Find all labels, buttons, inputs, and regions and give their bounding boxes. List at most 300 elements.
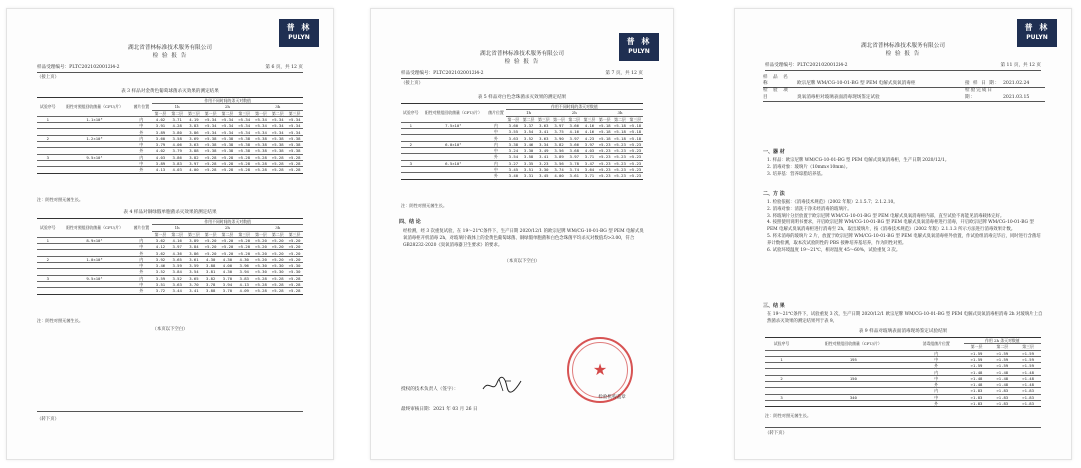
value-cell: 3.41	[186, 288, 203, 294]
value-cell: 3.74	[567, 166, 582, 172]
value-cell: 3.59	[186, 263, 203, 269]
col-positive: 阳性对照组回收菌量（CFU/片）	[58, 98, 130, 117]
value-cell: 3.92	[152, 256, 169, 262]
value-cell: >5.23	[598, 141, 611, 147]
value-cell: 3.78	[567, 160, 582, 166]
col-time: 1h	[152, 104, 202, 110]
value-cell: >1.59	[964, 356, 990, 362]
col-run: 第三层	[186, 110, 203, 116]
value-cell: >1.48	[989, 369, 1015, 375]
section-results-title: 三、结 果	[763, 303, 785, 309]
location-cell: 中	[486, 166, 506, 172]
value-cell: 3.40	[506, 173, 521, 179]
col-run: 第一层	[553, 116, 565, 122]
location-cell: 中	[131, 263, 152, 269]
value-cell: >1.48	[1015, 382, 1041, 388]
value-cell: 3.54	[521, 129, 536, 135]
value-cell: >1.48	[964, 375, 990, 381]
group-cell: 2	[401, 141, 421, 147]
value-cell: >5.23	[598, 154, 611, 160]
value-cell: 3.78	[202, 281, 219, 287]
value-cell: 3.61	[186, 256, 203, 262]
value-cell: 3.23	[536, 160, 551, 166]
value-cell: >5.38	[202, 135, 219, 141]
value-cell: >5.20	[236, 244, 253, 250]
col-location: 菌片位置	[131, 98, 152, 117]
value-cell: >5.28	[286, 167, 303, 173]
value-cell: >5.28	[219, 160, 236, 166]
value-cell: 3.63	[506, 135, 521, 141]
table-row	[37, 288, 303, 294]
value-cell: >5.28	[253, 288, 270, 294]
pulyn-logo: 普 林 PULYN	[279, 19, 319, 47]
value-cell: >5.28	[253, 160, 270, 166]
col-location: 消毒组菌片位置	[909, 338, 964, 351]
group-cell: 3	[37, 275, 58, 281]
col-run: 第一层	[253, 231, 270, 237]
value-cell: >5.20	[236, 237, 253, 243]
location-cell: 外	[486, 154, 506, 160]
finish-date: 2021.03.15	[1003, 94, 1030, 100]
col-run: 第一层	[202, 231, 219, 237]
value-cell: 3.70	[219, 288, 236, 294]
location-cell: 中	[486, 148, 506, 154]
value-cell: 4.30	[202, 256, 219, 262]
value-cell: 3.79	[169, 148, 186, 154]
value-cell: >5.38	[236, 142, 253, 148]
value-cell: >5.34	[253, 129, 270, 135]
value-cell: 3.66	[567, 122, 582, 128]
positive-cell: 150	[798, 375, 909, 381]
group-cell	[401, 173, 421, 179]
value-cell: 3.88	[202, 263, 219, 269]
value-cell: 4.16	[169, 237, 186, 243]
value-cell: >1.83	[989, 400, 1015, 406]
value-cell: >5.34	[219, 123, 236, 129]
table5-title: 表 5 样品对白色念珠菌杀灭效果的测定结果	[477, 95, 567, 100]
value-cell: >5.18	[598, 129, 611, 135]
value-cell: 3.58	[521, 154, 536, 160]
col-time: 2h	[202, 225, 252, 231]
value-cell: >5.28	[253, 275, 270, 281]
group-cell: 1	[37, 116, 58, 122]
value-cell: 3.59	[152, 275, 169, 281]
value-cell: >5.34	[219, 129, 236, 135]
col-run: 第三层	[236, 231, 253, 237]
methods-list	[767, 200, 1045, 255]
value-cell: 3.75	[551, 129, 566, 135]
value-cell: >5.20	[286, 244, 303, 250]
col-run: 第二层	[169, 231, 186, 237]
value-cell: >5.30	[286, 263, 303, 269]
value-cell: >5.20	[253, 237, 270, 243]
company-name: 湖北省普林标准技术服务有限公司	[480, 51, 564, 57]
value-cell: >5.18	[614, 129, 626, 135]
value-cell: >5.20	[219, 250, 236, 256]
col-run: 第三层	[186, 231, 203, 237]
value-cell: 3.62	[152, 250, 169, 256]
value-cell: >1.83	[964, 388, 990, 394]
value-cell: >5.38	[269, 142, 286, 148]
col-run: 第一层	[253, 110, 270, 116]
section-methods-title: 二、方 法	[763, 191, 785, 197]
group-cell	[37, 288, 58, 294]
value-cell: >5.28	[269, 160, 286, 166]
location-cell: 内	[909, 350, 964, 356]
col-time: 3h	[597, 110, 643, 116]
col-run: 第一层	[152, 231, 169, 237]
value-cell: 3.81	[202, 269, 219, 275]
section-conclusion-title: 四、结 论	[399, 219, 421, 225]
value-cell: >5.23	[614, 148, 626, 154]
value-cell: >5.28	[269, 281, 286, 287]
positive-cell	[58, 167, 130, 173]
value-cell: 3.83	[169, 160, 186, 166]
value-cell: 3.68	[567, 148, 582, 154]
next-page-note: （转下页）	[765, 431, 787, 436]
value-cell: 3.71	[582, 154, 597, 160]
value-cell: 3.83	[186, 123, 203, 129]
value-cell: >5.38	[219, 142, 236, 148]
value-cell: >1.48	[964, 382, 990, 388]
value-cell: 4.13	[236, 281, 253, 287]
value-cell: >1.59	[989, 363, 1015, 369]
positive-cell: 7.5×10⁵	[421, 122, 487, 128]
col-run: 第二层	[169, 110, 186, 116]
value-cell: >5.20	[253, 250, 270, 256]
value-cell: 3.88	[186, 148, 203, 154]
value-cell: >1.48	[1015, 375, 1041, 381]
location-cell: 内	[131, 275, 152, 281]
sample-name: 欧宗尼牌 WM/CG-10-01-BG 型 PEM 电解式臭氧消毒柜	[797, 81, 916, 87]
report-subtitle: 检 验 报 告	[504, 59, 540, 65]
value-cell: >5.28	[286, 154, 303, 160]
value-cell: 3.52	[152, 269, 169, 275]
value-cell: >5.34	[286, 129, 303, 135]
conclusion-text: 经检测，经 3 次重复试验，在 19～21℃条件下，生产日期 2020/12/1 的欧宗尼牌 WM/CG-10-01-BG 型 PEM 电解式臭氧消毒柜开机消毒 2h，对玻璃片载体上的金黄色葡萄球菌、铜绿假单胞菌和白色念珠菌平均杀灭对数值均>3.00，符合 GB28232-2020《臭氧消毒器卫生要求》的要求。	[403, 229, 644, 248]
group-cell	[765, 400, 798, 406]
report-number: 样品受理编号：PLTC2021020012l4-2	[37, 65, 120, 70]
group-cell: 1	[401, 122, 421, 128]
blank-note: （本页以下空白）	[504, 259, 540, 264]
value-cell: 3.97	[551, 122, 566, 128]
location-cell: 内	[909, 388, 964, 394]
divider	[37, 411, 303, 412]
star-icon: ★	[572, 342, 628, 398]
value-cell: >5.23	[614, 154, 626, 160]
next-page-note: （转下页）	[37, 417, 59, 422]
location-cell: 外	[131, 148, 152, 154]
value-cell: >5.38	[253, 135, 270, 141]
value-cell: >5.20	[202, 237, 219, 243]
pulyn-logo: 普 林 PULYN	[1017, 19, 1057, 47]
value-cell: 4.30	[219, 256, 236, 262]
value-cell: >5.34	[202, 123, 219, 129]
value-cell: >5.18	[614, 122, 626, 128]
report-subtitle: 检 验 报 告	[885, 51, 921, 57]
test-item: 臭氧消毒柜对玻璃表面消毒现场鉴定试验	[797, 94, 880, 100]
value-cell: 4.28	[169, 123, 186, 129]
col-run: 第二层	[269, 231, 286, 237]
value-cell: >5.23	[598, 160, 611, 166]
value-cell: >5.28	[253, 167, 270, 173]
location-cell: 内	[909, 369, 964, 375]
value-cell: 3.45	[536, 173, 551, 179]
col-loading: 作用不同时间的杀灭对数值	[506, 104, 643, 110]
value-cell: 3.84	[169, 269, 186, 275]
value-cell: >5.23	[629, 173, 642, 179]
col-positive: 阳性对照组回收菌量（CFU/片）	[58, 219, 130, 238]
positive-cell: 8.9×10⁵	[58, 237, 130, 243]
value-cell: >5.38	[253, 142, 270, 148]
group-cell: 1	[765, 356, 798, 362]
results-text: 在 19～21℃条件下，试验重复 3 次，生产日期 2020/12/1 欧宗尼牌 WM/CG-10-01-BG 型 PEM 电解式臭氧消毒柜消毒 2h 对玻璃片上自然菌杀灭效果的测定结果列于表 9。	[767, 312, 1043, 324]
col-time: 3h	[253, 225, 303, 231]
value-cell: >5.38	[219, 135, 236, 141]
value-cell: 3.52	[169, 275, 186, 281]
value-cell: 4.00	[551, 173, 566, 179]
value-cell: 4.19	[186, 116, 203, 122]
value-cell: 3.37	[521, 122, 536, 128]
value-cell: >5.38	[269, 135, 286, 141]
value-cell: >5.20	[286, 237, 303, 243]
stamp-label: 检验机构盖章	[598, 395, 626, 400]
list-item: 1. 样品：欧宗尼牌 WM/CG-10-01-BG 型 PEM 电解式臭氧消毒柜，生产日期 2020/12/1。	[767, 158, 950, 163]
location-cell: 内	[131, 237, 152, 243]
value-cell: >5.28	[269, 154, 286, 160]
approver-label: 授权的技术负责人（签字）：	[401, 387, 459, 392]
location-cell: 内	[131, 256, 152, 262]
value-cell: >5.23	[629, 154, 642, 160]
value-cell: >1.83	[964, 394, 990, 400]
value-cell: >5.38	[236, 135, 253, 141]
table-row	[37, 167, 303, 173]
value-cell: >1.83	[989, 394, 1015, 400]
location-cell: 内	[131, 116, 152, 122]
value-cell: >5.28	[202, 154, 219, 160]
value-cell: 3.61	[567, 173, 582, 179]
value-cell: 3.65	[169, 256, 186, 262]
value-cell: 3.82	[551, 141, 566, 147]
value-cell: 3.65	[186, 275, 203, 281]
value-cell: 3.94	[236, 269, 253, 275]
value-cell: 3.38	[506, 141, 521, 147]
value-cell: 3.69	[186, 135, 203, 141]
value-cell: 3.82	[186, 154, 203, 160]
list-item: 3. 将玻璃片分层放置于欧宗尼牌 WM/CG-10-01-BG 型 PEM 电解式臭氧消毒柜内部，直至试验不再能见消毒载体完好。	[767, 213, 1005, 219]
value-cell: 3.55	[506, 129, 521, 135]
location-cell: 外	[131, 250, 152, 256]
value-cell: 3.86	[169, 154, 186, 160]
location-cell: 外	[131, 269, 152, 275]
value-cell: 4.36	[169, 250, 186, 256]
value-cell: 3.63	[169, 281, 186, 287]
value-cell: >1.59	[1015, 356, 1041, 362]
value-cell: 3.70	[186, 281, 203, 287]
value-cell: >1.59	[1015, 363, 1041, 369]
positive-cell: 9.5×10⁵	[58, 154, 130, 160]
receive-date: 2021.02.24	[1003, 81, 1030, 87]
group-cell: 3	[765, 394, 798, 400]
value-cell: 4.02	[152, 116, 169, 122]
list-item: 6. 试验环境温度 19～21℃，相对湿度 45～60%，试验重复 3 次。	[767, 247, 901, 253]
group-cell: 3	[401, 160, 421, 166]
value-cell: >5.38	[286, 135, 303, 141]
positive-cell: 195	[798, 356, 909, 362]
value-cell: 4.00	[219, 263, 236, 269]
value-cell: >5.34	[286, 123, 303, 129]
value-cell: 3.86	[186, 129, 203, 135]
col-loading: 作用不同时间的杀灭对数值	[152, 98, 303, 104]
col-group: 试验序号	[401, 104, 421, 123]
value-cell: >5.34	[219, 116, 236, 122]
value-cell: 3.97	[186, 160, 203, 166]
report-meta	[37, 65, 303, 73]
value-cell: >5.30	[269, 263, 286, 269]
sample-name-row: 样 品 名 称 欧宗尼牌 WM/CG-10-01-BG 型 PEM 电解式臭氧消毒柜 接 样 日 期： 2021.02.24	[763, 75, 1045, 88]
value-cell: 3.62	[152, 237, 169, 243]
value-cell: 3.74	[551, 166, 566, 172]
value-cell: 3.54	[506, 154, 521, 160]
table9-title: 表 9 样品对玻璃表面消毒现场鉴定试验结果	[858, 329, 948, 334]
control-note: 注：阴性对照无菌生长。	[765, 413, 812, 418]
value-cell: 4.09	[236, 288, 253, 294]
value-cell: 3.41	[536, 154, 551, 160]
value-cell: >5.30	[253, 269, 270, 275]
continued-note: （接上页）	[37, 75, 59, 80]
report-page-11	[734, 8, 1072, 460]
positive-cell	[798, 400, 909, 406]
value-cell: >5.20	[286, 256, 303, 262]
report-number: 样品受理编号：PLTC2021020012l4-2	[765, 63, 848, 68]
value-cell: >5.23	[598, 173, 611, 179]
value-cell: 3.27	[506, 160, 521, 166]
value-cell: 3.71	[169, 116, 186, 122]
value-cell: >5.34	[236, 123, 253, 129]
col-run: 第二层	[989, 344, 1015, 350]
value-cell: 3.89	[152, 129, 169, 135]
value-cell: >5.28	[253, 281, 270, 287]
location-cell: 内	[486, 160, 506, 166]
page-number: 第 11 页，共 12 页	[1000, 63, 1041, 68]
value-cell: >5.30	[269, 269, 286, 275]
location-cell: 外	[131, 167, 152, 173]
location-cell: 外	[486, 173, 506, 179]
location-cell: 中	[909, 375, 964, 381]
value-cell: >5.38	[269, 148, 286, 154]
location-cell: 中	[131, 142, 152, 148]
col-time: 3h	[253, 104, 303, 110]
value-cell: 4.30	[219, 269, 236, 275]
value-cell: 3.54	[186, 269, 203, 275]
value-cell: >5.34	[236, 129, 253, 135]
value-cell: >5.34	[253, 116, 270, 122]
value-cell: 3.60	[152, 135, 169, 141]
location-cell: 外	[909, 400, 964, 406]
value-cell: >5.20	[236, 250, 253, 256]
value-cell: 3.63	[536, 122, 551, 128]
value-cell: >5.28	[286, 275, 303, 281]
col-time: 2h	[551, 110, 597, 116]
value-cell: >5.20	[253, 256, 270, 262]
value-cell: 3.97	[169, 244, 186, 250]
value-cell: >5.38	[286, 148, 303, 154]
value-cell: 3.66	[567, 141, 582, 147]
list-item: 3. 培养基：营养琼脂培养基。	[767, 171, 826, 177]
location-cell: 中	[131, 281, 152, 287]
value-cell: >5.28	[236, 160, 253, 166]
value-cell: >5.34	[269, 123, 286, 129]
table3	[37, 97, 303, 174]
value-cell: 3.70	[219, 275, 236, 281]
value-cell: >5.18	[629, 129, 642, 135]
col-loading: 作用 2h 杀灭对数值	[964, 338, 1041, 344]
value-cell: 4.30	[236, 256, 253, 262]
col-group: 试验序号	[37, 98, 58, 117]
value-cell: 4.00	[186, 167, 203, 173]
value-cell: >5.34	[286, 116, 303, 122]
value-cell: 3.24	[506, 148, 521, 154]
col-run: 第一层	[507, 116, 520, 122]
group-cell: 2	[37, 135, 58, 141]
value-cell: >5.28	[202, 160, 219, 166]
value-cell: 3.96	[236, 263, 253, 269]
value-cell: 3.31	[521, 173, 536, 179]
materials-list	[767, 158, 1045, 178]
value-cell: 3.46	[521, 141, 536, 147]
value-cell: 4.06	[169, 142, 186, 148]
official-seal	[567, 337, 633, 403]
location-cell: 内	[486, 141, 506, 147]
value-cell: >5.28	[269, 288, 286, 294]
sample-info	[763, 75, 1045, 102]
value-cell: >5.20	[219, 237, 236, 243]
value-cell: 4.23	[582, 135, 597, 141]
value-cell: >5.23	[629, 160, 642, 166]
value-cell: >5.38	[219, 148, 236, 154]
value-cell: >1.83	[989, 388, 1015, 394]
table4-title: 表 4 样品对铜绿假单胞菌杀灭效果的测定结果	[123, 210, 217, 215]
table5	[401, 103, 643, 180]
value-cell: >5.28	[202, 167, 219, 173]
report-number: 样品受理编号：PLTC2021020012l4-2	[401, 71, 484, 76]
report-page-6	[6, 8, 334, 460]
table4	[37, 218, 303, 295]
value-cell: 3.41	[536, 129, 551, 135]
value-cell: 3.80	[169, 129, 186, 135]
col-run: 第二层	[219, 231, 236, 237]
value-cell: >5.20	[269, 237, 286, 243]
value-cell: >5.28	[269, 275, 286, 281]
location-cell: 内	[131, 135, 152, 141]
value-cell: 3.63	[186, 142, 203, 148]
value-cell: >5.18	[629, 135, 642, 141]
table-row	[765, 400, 1041, 406]
value-cell: >1.83	[1015, 388, 1041, 394]
list-item: 2. 消毒对象：清洗干净未经消毒的玻璃片。	[767, 206, 852, 212]
report-meta	[765, 63, 1041, 71]
value-cell: >5.30	[253, 263, 270, 269]
value-cell: >5.18	[598, 135, 611, 141]
value-cell: 3.56	[551, 160, 566, 166]
value-cell: 3.86	[186, 250, 203, 256]
location-cell: 中	[131, 160, 152, 166]
positive-cell: 340	[798, 394, 909, 400]
col-run: 第三层	[286, 231, 303, 237]
col-group: 试验序号	[37, 219, 58, 238]
value-cell: >5.38	[286, 142, 303, 148]
table3-title: 表 3 样品对金黄色葡萄球菌杀灭效果的测定结果	[121, 89, 219, 94]
